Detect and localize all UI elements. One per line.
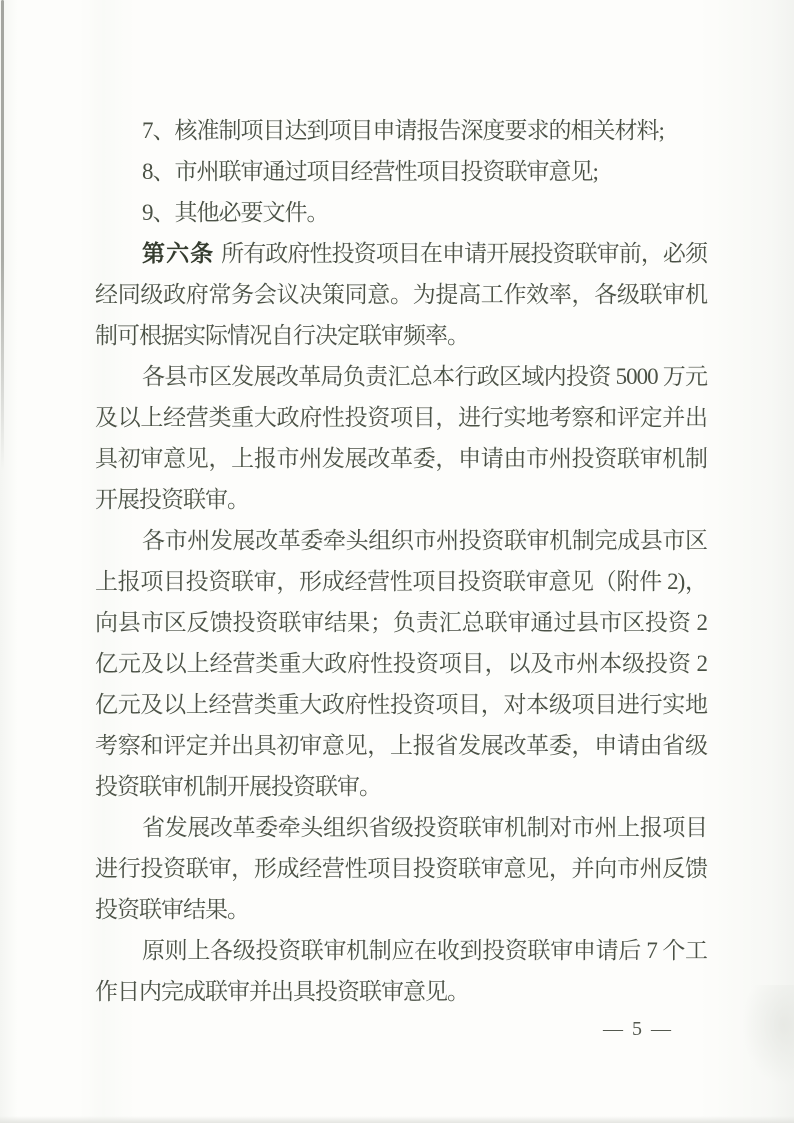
text-line: 上报项目投资联审，形成经营性项目投资联审意见（附件 2)， [95, 569, 707, 594]
text-line: 9、其他必要文件。 [142, 200, 329, 225]
text-line: 开展投资联审。 [95, 487, 249, 512]
page-number: — 5 — [603, 1018, 673, 1040]
text-line: 第六条 所有政府性投资项目在申请开展投资联审前，必须 [142, 241, 708, 266]
text-line: 投资联审结果。 [95, 897, 249, 922]
text-line: 各县市区发展改革局负责汇总本行政区域内投资 5000 万元 [142, 364, 707, 389]
text-line: 7、核准制项目达到项目申请报告深度要求的相关材料; [142, 118, 664, 143]
text-line: 投资联审机制开展投资联审。 [95, 774, 381, 799]
text-line: 作日内完成联审并出具投资联审意见。 [95, 979, 469, 1004]
text-line: 具初审意见，上报市州发展改革委，申请由市州投资联审机制 [95, 446, 707, 471]
text-line: 省发展改革委牵头组织省级投资联审机制对市州上报项目 [142, 815, 707, 840]
text-line: 制可根据实际情况自行决定联审频率。 [95, 323, 469, 348]
text-line: 亿元及以上经营类重大政府性投资项目，对本级项目进行实地 [95, 692, 707, 717]
scan-artifact-right-patch [742, 985, 794, 1085]
text-line: 及以上经营类重大政府性投资项目，进行实地考察和评定并出 [95, 405, 707, 430]
text-line: 向县市区反馈投资联审结果；负责汇总联审通过县市区投资 2 [95, 610, 707, 635]
scan-artifact-bottom-strip [0, 1116, 794, 1123]
text-line: 考察和评定并出具初审意见，上报省发展改革委，申请由省级 [95, 733, 707, 758]
text-line: 8、市州联审通过项目经营性项目投资联审意见; [142, 159, 598, 184]
scan-artifact-left-edge [1, 0, 4, 470]
text-line: 进行投资联审，形成经营性项目投资联审意见，并向市州反馈 [95, 856, 707, 881]
article-heading: 第六条 [142, 241, 215, 266]
text-block [95, 110, 707, 1012]
text-line: 亿元及以上经营类重大政府性投资项目，以及市州本级投资 2 [95, 651, 707, 676]
text-line: 原则上各级投资联审机制应在收到投资联审申请后 7 个工 [142, 938, 707, 963]
text-line: 各市州发展改革委牵头组织市州投资联审机制完成县市区 [142, 528, 707, 553]
text-line: 经同级政府常务会议决策同意。为提高工作效率，各级联审机 [95, 282, 707, 307]
